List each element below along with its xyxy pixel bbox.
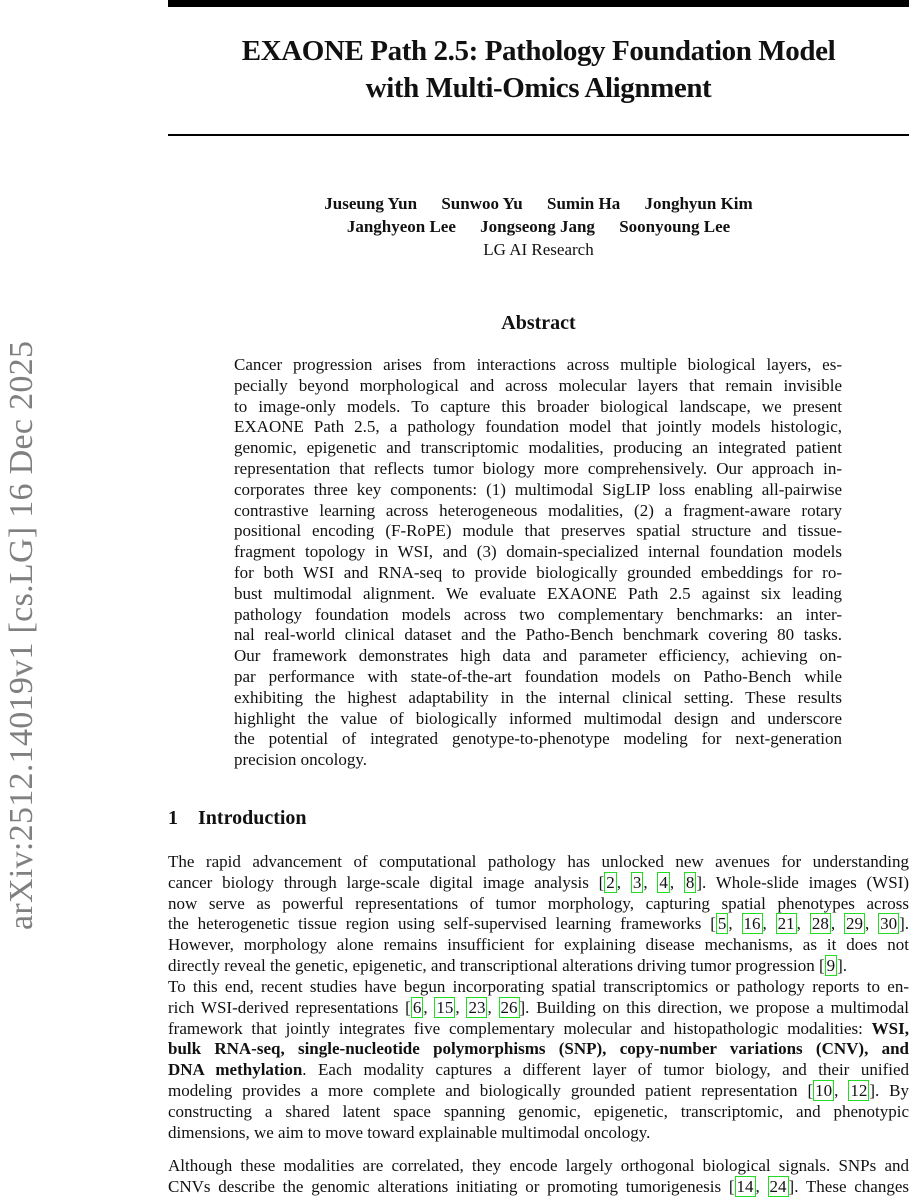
text: the heterogenetic tissue region using self-supervised learning frameworks [ [168, 914, 716, 934]
citation-link[interactable]: 14 [736, 1176, 754, 1196]
text: ]. These changes [788, 1176, 909, 1196]
author: Janghyeon Lee [346, 217, 456, 236]
title-top-rule [168, 0, 909, 7]
abstract-line: fragment topology in WSI, and (3) domain-specialized internal foundation models [234, 542, 842, 562]
paragraph-line: However, morphology alone remains insufficient for explaining disease mechanisms, as it does not [168, 935, 909, 955]
abstract-line: par performance with state-of-the-art foundation models on Patho-Bench while [234, 666, 842, 686]
author: Soonyoung Lee [619, 217, 731, 236]
abstract-body [234, 355, 842, 771]
text: modeling provides a more complete and biologically grounded patient representation [ [168, 1080, 814, 1100]
abstract-line: for both WSI and RNA-seq to provide biologically grounded embeddings for ro- [234, 562, 842, 582]
abstract-line: contrastive learning across heterogeneous modalities, (2) a fragment-aware rotary [234, 500, 842, 520]
text: cancer biology through large-scale digital image analysis [ [168, 872, 605, 892]
citation-link[interactable]: 21 [777, 914, 795, 934]
citation-link[interactable]: 26 [500, 997, 518, 1017]
bold-text: WSI, [871, 1018, 909, 1038]
citation-link[interactable]: 8 [685, 872, 695, 892]
abstract-line: Our framework demonstrates high data and parameter efficiency, achieving on- [234, 646, 842, 666]
affiliation: LG AI Research [483, 240, 594, 259]
citation-link[interactable]: 3 [632, 872, 642, 892]
author: Jongseong Jang [480, 217, 595, 236]
section-heading-introduction [168, 805, 307, 831]
paragraph-line [168, 1060, 909, 1081]
citation-link[interactable]: 24 [769, 1176, 787, 1196]
citation-link[interactable]: 28 [811, 914, 829, 934]
text: rich WSI-derived representations [ [168, 997, 411, 1017]
abstract-line: precision oncology. [234, 750, 367, 770]
citation-link[interactable]: 6 [412, 997, 422, 1017]
abstract-line: genomic, epigenetic and transcriptomic modalities, producing an integrated patient [234, 438, 842, 458]
paragraph-line [168, 956, 909, 977]
paragraph-line: rich WSI-derived representations [ 6 , 15 , 23 , 26 ]. Building on this direction, we propose a multimodal [168, 997, 909, 1017]
abstract-line: the potential of integrated genotype-to-phenotype modeling for next-generation [234, 729, 842, 749]
paragraph-line [168, 1019, 909, 1040]
text: ]. By [869, 1080, 909, 1100]
abstract-line: pathology foundation models across two complementary benchmarks: an inter- [234, 604, 842, 624]
abstract-line: EXAONE Path 2.5, a pathology foundation model that jointly models histologic, [234, 417, 842, 437]
author-list [168, 192, 909, 238]
paragraph-line: Although these modalities are correlated, they encode largely orthogonal biological signals. SNPs and [168, 1156, 909, 1175]
paragraph-line: modeling provides a more complete and biologically grounded patient representation [ 10 , 12 ]. By [168, 1080, 909, 1100]
paragraph-line-bold: bulk RNA-seq, single-nucleotide polymorphisms (SNP), copy-number variations (CNV), and [168, 1039, 909, 1059]
paragraph-line: The rapid advancement of computational pathology has unlocked new avenues for understanding [168, 852, 909, 871]
abstract-line: corporates three key components: (1) multimodal SigLIP loss enabling all-pairwise [234, 479, 842, 499]
arxiv-identifier-stamp: arXiv:2512.14019v1 [cs.LG] 16 Dec 2025 [3, 340, 40, 930]
section-number: 1 [168, 807, 178, 829]
abstract-line: pecially beyond morphological and across molecular layers that remain invisible [234, 375, 842, 395]
title-line-2: with Multi-Omics Alignment [365, 72, 712, 104]
citation-link[interactable]: 9 [826, 955, 836, 975]
citation-link[interactable]: 10 [815, 1080, 833, 1100]
section-title: Introduction [198, 807, 307, 829]
text: ]. Building on this direction, we propose a multimodal [519, 997, 909, 1017]
author-row-2 [168, 215, 909, 238]
abstract-line: highlight the value of biologically informed multimodal design and underscore [234, 708, 842, 728]
citation-link[interactable]: 15 [436, 997, 454, 1017]
text: . Each modality captures a different layer of tumor biology, and their unified [302, 1060, 909, 1080]
citation-link[interactable]: 12 [850, 1080, 868, 1100]
abstract-line: nal real-world clinical dataset and the Patho-Bench benchmark covering 80 tasks. [234, 625, 842, 645]
text: framework that jointly integrates five complementary molecular and histopathologic modalities: [168, 1018, 872, 1038]
author: Juseung Yun [324, 194, 418, 213]
abstract-line: exhibiting the highest adaptability in the internal clinical setting. These results [234, 687, 842, 707]
paragraph-line: To this end, recent studies have begun incorporating spatial transcriptomics or pathology reports to en- [168, 977, 909, 996]
intro-paragraph-1 [168, 852, 909, 977]
text: CNVs describe the genomic alterations initiating or promoting tumorigenesis [ [168, 1176, 735, 1196]
bold-text: DNA methylation [168, 1060, 303, 1080]
citation-link[interactable]: 5 [717, 914, 727, 934]
author-row-1 [168, 192, 909, 215]
abstract-line: Cancer progression arises from interactions across multiple biological layers, es- [234, 355, 842, 374]
intro-paragraph-3 [168, 1156, 909, 1198]
citation-link[interactable]: 23 [468, 997, 486, 1017]
author: Sunwoo Yu [441, 194, 523, 213]
citation-link[interactable]: 2 [606, 872, 615, 892]
abstract-line: bust multimodal alignment. We evaluate EXAONE Path 2.5 against six leading [234, 583, 842, 603]
author: Jonghyun Kim [644, 194, 753, 213]
paragraph-line: the heterogenetic tissue region using self-supervised learning frameworks [ 5 , 16 , 21 , 28 , 29 , 30 ]. [168, 914, 909, 934]
citation-link[interactable]: 30 [880, 914, 898, 934]
citation-link[interactable]: 29 [845, 914, 863, 934]
paragraph-line: dimensions, we aim to move toward explainable multimodal oncology. [168, 1122, 651, 1142]
paper-title [168, 33, 909, 107]
text: directly reveal the genetic, epigenetic, and transcriptional alterations driving tumor progression [ [168, 955, 825, 975]
paragraph-line: cancer biology through large-scale digital image analysis [ 2 , 3 , 4 , 8 ]. Whole-slide images (WSI) [168, 872, 909, 892]
paragraph-line: CNVs describe the genomic alterations initiating or promoting tumorigenesis [ 14 , 24 ]. These changes [168, 1176, 909, 1196]
citation-link[interactable]: 16 [743, 914, 761, 934]
intro-paragraph-2 [168, 977, 909, 1143]
text: ]. [837, 955, 848, 975]
paragraph-line: constructing a shared latent space spanning genomic, epigenetic, transcriptomic, and phenotypic [168, 1101, 909, 1121]
abstract-line: representation that reflects tumor biology more comprehensively. Our approach in- [234, 458, 842, 478]
title-bottom-rule [168, 134, 909, 136]
paragraph-line: now serve as powerful representations of tumor morphology, capturing spatial phenotypes across [168, 893, 909, 913]
abstract-line: positional encoding (F-RoPE) module that preserves spatial structure and tissue- [234, 521, 842, 541]
abstract-line: to image-only models. To capture this broader biological landscape, we present [234, 396, 842, 416]
citation-link[interactable]: 4 [659, 872, 668, 892]
author: Sumin Ha [547, 194, 621, 213]
text: ]. [899, 914, 909, 934]
abstract-heading: Abstract [501, 312, 576, 334]
title-line-1: EXAONE Path 2.5: Pathology Foundation Model [241, 35, 836, 67]
text: ]. Whole-slide images (WSI) [696, 872, 909, 892]
